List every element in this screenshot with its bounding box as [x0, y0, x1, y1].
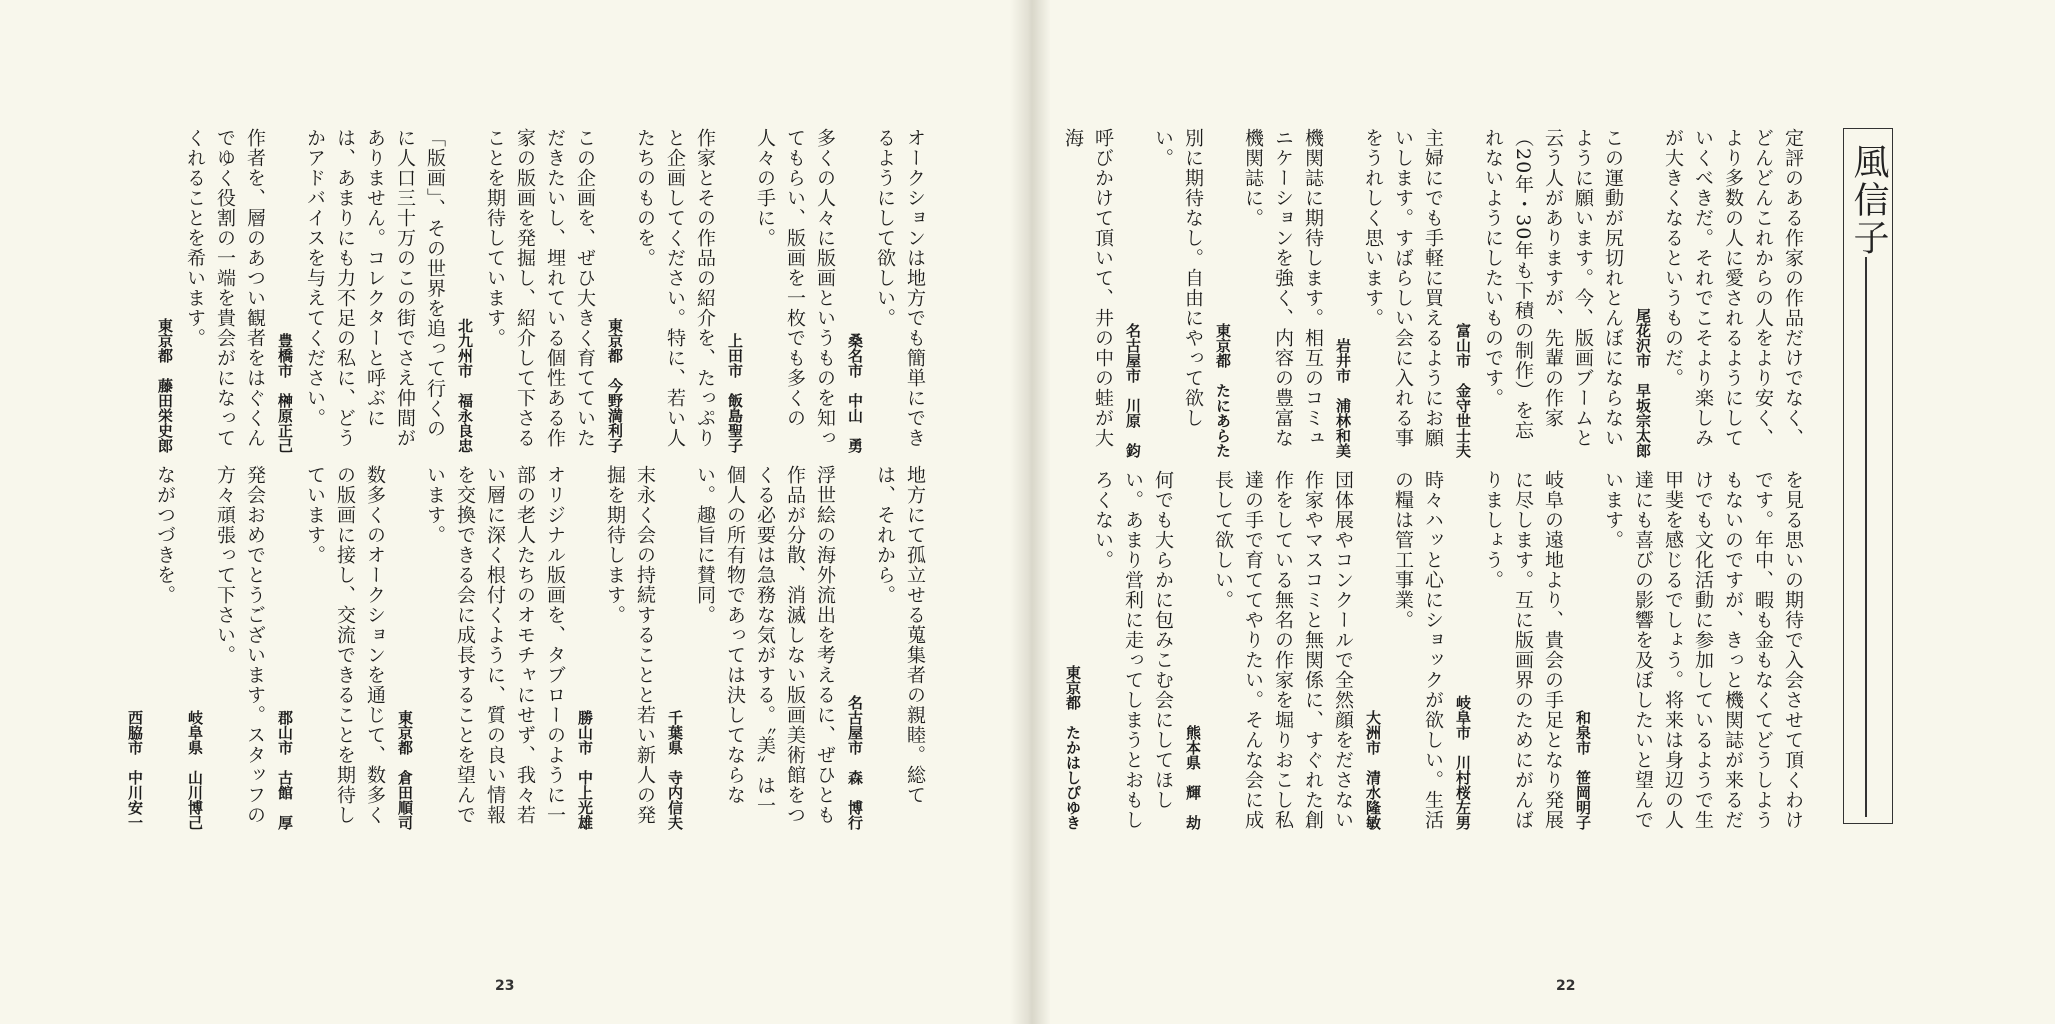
- header-rule: [1865, 257, 1867, 817]
- comment-signature: 和泉市 笹岡明子: [1574, 710, 1592, 830]
- reader-comment: [840, 128, 930, 453]
- comment-text: 発会おめでとうございます。スタッフの方々頑張って下さい。: [214, 465, 266, 825]
- comment-text: 何でも大らかに包みこむ会にしてほしい。あまり営利に走ってしまうとおもしろくない。: [1092, 470, 1174, 830]
- comment-signature: 尾花沢市 早坂宗太郎: [1634, 308, 1652, 458]
- reader-comment: [1118, 128, 1208, 458]
- comment-text: オリジナル版画を、タブローのように一部の老人たちのオモチャにせず、我々若い層に深く根付くように、質の良い情報を交換できる会に成長することを望んでいます。: [424, 465, 566, 825]
- comment-signature: 西脇市 中川安一: [126, 710, 144, 830]
- reader-comment: [120, 465, 180, 830]
- comment-text: 呼びかけて頂いて、井の中の蛙が大海: [1062, 128, 1114, 448]
- comment-signature: 名古屋市 川原 鈞: [1124, 323, 1142, 458]
- comment-text: 数多くのオークションを通じて、数多くの版画に接し、交流できることを期待しています。: [304, 465, 386, 825]
- comment-text: 地方にて孤立せる蒐集者の親睦。総ては、それから。: [874, 465, 926, 805]
- comment-text: この運動が尻切れとんぼにならないように願います。今、版画ブームと云う人がありますが、先輩の作家（20年・30年も下積の制作）を忘れないようにしたいものです。: [1482, 128, 1624, 448]
- comment-signature: 大洲市 清水隆敏: [1364, 710, 1382, 830]
- comment-signature: 東京都 たにあらた: [1214, 323, 1232, 458]
- comment-signature: 岩井市 浦林和美: [1334, 338, 1352, 458]
- comment-signature: 岐阜市 川村桜左男: [1454, 695, 1472, 830]
- reader-comment: [720, 128, 840, 453]
- comment-text: ながつづきを。: [154, 465, 176, 605]
- page-number-right: 22: [1556, 978, 1576, 994]
- comment-text: 機関誌に期待します。相互のコミュニケーションを強く、内容の豊富な機関誌に。: [1242, 128, 1324, 448]
- reader-comment: [450, 128, 600, 453]
- book-gutter: [1010, 0, 1050, 1024]
- reader-comment: [1178, 470, 1358, 830]
- reader-comment: [1328, 128, 1448, 458]
- comment-signature: 豊橋市 榊原正己: [276, 333, 294, 453]
- reader-comment: [390, 465, 570, 830]
- comment-signature: 上田市 飯島聖子: [726, 333, 744, 453]
- comment-signature: 桑名市 中山 勇: [846, 333, 864, 453]
- reader-comment: [270, 465, 390, 830]
- comment-signature: 東京都 倉田順司: [396, 710, 414, 830]
- comment-signature: 東京都 藤田栄史郎: [156, 318, 174, 453]
- reader-comment: [570, 465, 660, 830]
- reader-comment: [600, 128, 720, 453]
- comment-text: 時々ハッと心にショックが欲しい。生活の糧は管工事業。: [1392, 470, 1444, 830]
- comment-text: 「版画」、その世界を追って行くのに人口三十万のこの街でさえ仲間がありません。コレクターと呼ぶには、あまりにも力不足の私に、どうかアドバイスを与えてください。: [304, 128, 446, 448]
- reader-comment: [1628, 128, 1808, 458]
- comment-text: 作家とその作品の紹介を、たっぷりと企画してください。特に、若い人たちのものを。: [634, 128, 716, 448]
- page-number-left: 23: [495, 978, 515, 994]
- reader-comment: [1568, 470, 1808, 830]
- comment-text: 作者を、層のあつい観者をはぐくんでゆく役割の一端を貴会がになってくれることを希います。: [184, 128, 266, 448]
- comment-signature: 東京都 たかはしぴゆき: [1064, 665, 1082, 830]
- reader-comment: [660, 465, 840, 830]
- comment-text: 主婦にでも手軽に買えるようにお願いします。すばらしい会に入れる事をうれしく思います。: [1362, 128, 1444, 448]
- comment-signature: 岐阜県 山川博己: [186, 710, 204, 830]
- right-page-upper-block: [1062, 128, 1808, 458]
- comment-text: 岐阜の遠地より、貴会の手足となり発展に尽します。互に版画界のためにがんばりましょう。: [1482, 470, 1564, 830]
- comment-signature: 千葉県 寺内信夫: [666, 710, 684, 830]
- comment-text: 団体展やコンクールで全然顔をださない作家やマスコミと無関係に、すぐれた創作をしている無名の作家を堀りおこし私達の手で育ててやりたい。そんな会に成長して欲しい。: [1212, 470, 1354, 830]
- reader-comment: [270, 128, 450, 453]
- comment-text: この企画を、ぜひ大きく育てていただきたいし、埋れている個性ある作家の版画を発掘し、紹介して下さることを期待しています。: [484, 128, 596, 448]
- comment-signature: 熊本県 輝 劫: [1184, 725, 1202, 830]
- comment-text: 多くの人々に版画というものを知ってもらい、版画を一枚でも多くの人々の手に。: [754, 128, 836, 448]
- reader-comment: [1448, 128, 1628, 458]
- comment-signature: 北九州市 福永良忠: [456, 318, 474, 453]
- comment-text: 別に期待なし。自由にやって欲しい。: [1152, 128, 1204, 428]
- reader-comment: [1208, 128, 1328, 458]
- comment-text: 浮世絵の海外流出を考えるに、ぜひとも作品が分散、消滅しない版画美術館をつくる必要は急務な気がする。〝美〟は一個人の所有物であっては決してならない。趣旨に賛同。: [694, 465, 836, 825]
- reader-comment: [1448, 470, 1568, 830]
- reader-comment: [1358, 470, 1448, 830]
- comment-signature: 勝山市 中上光雄: [576, 710, 594, 830]
- comment-text: を見る思いの期待で入会させて頂くわけです。年中、暇も金もなくてどうしようもないのですが、きっと機関誌が来るだけでも文化活動に参加しているようで生甲斐を感じるでしょう。将来は身辺の人達にも喜びの影響を及ぼしたいと望んでいます。: [1602, 470, 1804, 830]
- reader-comment: [1058, 470, 1178, 830]
- reader-comment: [180, 465, 270, 830]
- left-page-upper-block: [156, 128, 930, 453]
- column-title: 風信子: [1848, 143, 1889, 257]
- right-page-lower-block: [1064, 470, 1808, 830]
- comment-signature: 郡山市 古館 厚: [276, 710, 294, 830]
- comment-signature: 富山市 金守世士夫: [1454, 323, 1472, 458]
- comment-text: オークションは地方でも簡単にできるようにして欲しい。: [874, 128, 926, 448]
- comment-signature: 名古屋市 森 博行: [846, 695, 864, 830]
- comment-signature: 東京都 今野満利子: [606, 318, 624, 453]
- comment-text: 末永く会の持続することと若い新人の発掘を期待します。: [604, 465, 656, 825]
- reader-comment: [150, 128, 270, 453]
- left-page-lower-block: [126, 465, 930, 830]
- reader-comment: [840, 465, 930, 830]
- comment-text: 定評のある作家の作品だけでなく、どんどんこれからの人をより安く、より多数の人に愛されるようにしていくべきだ。それでこそより楽しみが大きくなるというものだ。: [1662, 128, 1804, 448]
- column-header-box: [1843, 128, 1893, 824]
- reader-comment: [1058, 128, 1118, 458]
